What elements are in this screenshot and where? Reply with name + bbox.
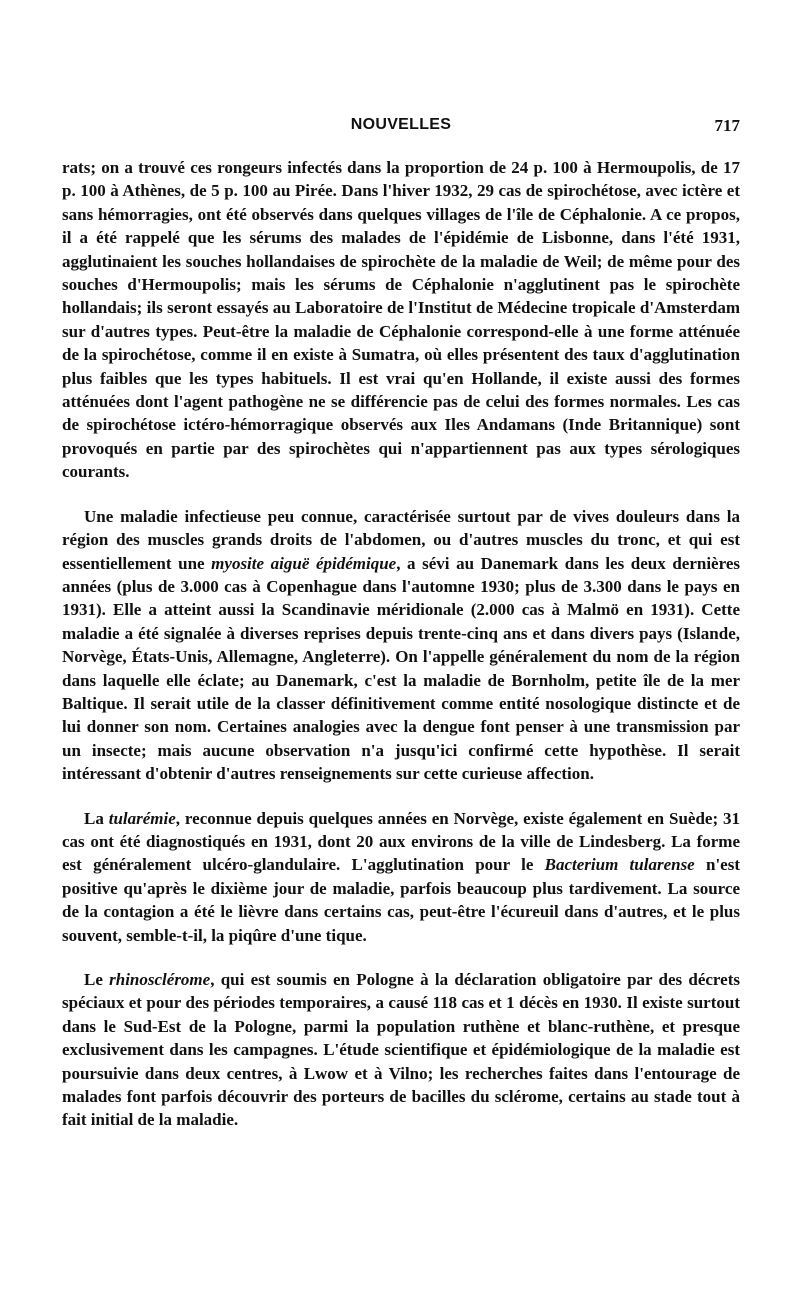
paragraph-text: Une maladie infectieuse peu connue, caractérisée surtout par de vives douleurs dans la région des muscles grands droits de l'abdomen, ou d'autres muscles du tronc, et qui est essentiellement une <box>62 506 740 573</box>
paragraph-text: Le <box>84 970 110 989</box>
paragraph-epidemic-myositis <box>62 505 740 786</box>
italic-term: tularémie <box>108 808 176 828</box>
paragraph-text: La <box>84 808 109 828</box>
paragraph-spirochetosis <box>62 156 740 484</box>
paragraph-text: , reconnue depuis quelques années en Norvège, existe également en Suède; 31 cas ont été diagnostiqués en 1931, dont 20 aux environs de la ville de Lindesberg. La forme est généralement ulcéro-glandulaire. L'agglutination pour le <box>62 808 740 875</box>
paragraph-text: n'est positive qu'après le dixième jour de maladie, parfois beaucoup plus tardivement. La source de la contagion a été le lièvre dans certains cas, peut-être l'écureuil dans d'autres, et le plus souvent, semble-t-il, la piqûre d'une tique. <box>62 855 740 945</box>
paragraph-tularemia <box>62 807 740 947</box>
italic-term: rhinosclérome <box>109 970 211 989</box>
paragraph-text: , a sévi au Danemark dans les deux dernières années (plus de 3.000 cas à Copenhague dans l'automne 1930; plus de 3.300 dans le pays en 1931). Elle a atteint aussi la Scandinavie méridionale (2.000 cas à Malmö en 1931). Cette maladie a été signalée à diverses reprises depuis trente-cinq ans et dans divers pays (Islande, Norvège, États-Unis, Allemagne, Angleterre). On l'appelle généralement du nom de la région dans laquelle elle éclate; au Danemark, c'est la maladie de Bornholm, petite île de la mer Baltique. Il serait utile de la classer définitivement comme entité nosologique distincte et de lui donner son nom. Certaines analogies avec la dengue font penser à une transmission par un insecte; mais aucune observation n'a jusqu'ici confirmé cette hypothèse. Il serait intéressant d'obtenir d'autres renseignements sur cette curieuse affection. <box>62 553 741 784</box>
section-title: NOUVELLES <box>350 116 452 133</box>
paragraph-rhinoscleroma <box>62 968 740 1132</box>
paragraph-text: , qui est soumis en Pologne à la déclaration obligatoire par des décrets spéciaux et pour des périodes temporaires, a causé 118 cas et 1 décès en 1930. Il existe surtout dans le Sud-Est de la Pologne, parmi la population ruthène et blanc-ruthène, et presque exclusivement dans les campagnes. L'étude scientifique et épidémiologique de la maladie est poursuivie dans deux centres, à Lwow et à Vilno; les recherches faites dans l'entourage de malades font parfois découvrir des porteurs de bacilles du sclérome, certains au stade tout à fait initial de la maladie. <box>62 970 740 1130</box>
italic-term: myosite aiguë épidémique <box>211 553 397 573</box>
running-header <box>62 116 740 140</box>
page-number: 717 <box>714 116 740 135</box>
document-page <box>62 116 740 1132</box>
italic-term: Bacterium tularense <box>544 855 695 875</box>
paragraph-text: rats; on a trouvé ces rongeurs infectés dans la proportion de 24 p. 100 à Hermoupolis, de 17 p. 100 à Athènes, de 5 p. 100 au Pirée. Dans l'hiver 1932, 29 cas de spirochétose, avec ictère et sans hémorragies, ont été observés dans quelques villages de l'île de Céphalonie. A ce propos, il a été rappelé que les sérums des malades de l'épidémie de Lisbonne, dans l'été 1931, agglutinaient les souches hollandaises de spirochète de la maladie de Weil; de même pour des souches d'Hermoupolis; mais les sérums de Céphalonie n'agglutinent pas le spirochète hollandais; ils seront essayés au Laboratoire de l'Institut de Médecine tropicale d'Amsterdam sur d'autres types. Peut-être la maladie de Céphalonie correspond-elle à une forme atténuée de la spirochétose, comme il en existe à Sumatra, où elles présentent des taux d'agglutination plus faibles que les types habituels. Il est vrai qu'en Hollande, il existe aussi des formes atténuées dont l'agent pathogène ne se différencie pas de celui des formes normales. Les cas de spirochétose ictéro-hémorragique observés aux Iles Andamans (Inde Britannique) sont provoqués en partie par des spirochètes qui n'appartiennent pas aux types sérologiques courants. <box>62 158 740 482</box>
